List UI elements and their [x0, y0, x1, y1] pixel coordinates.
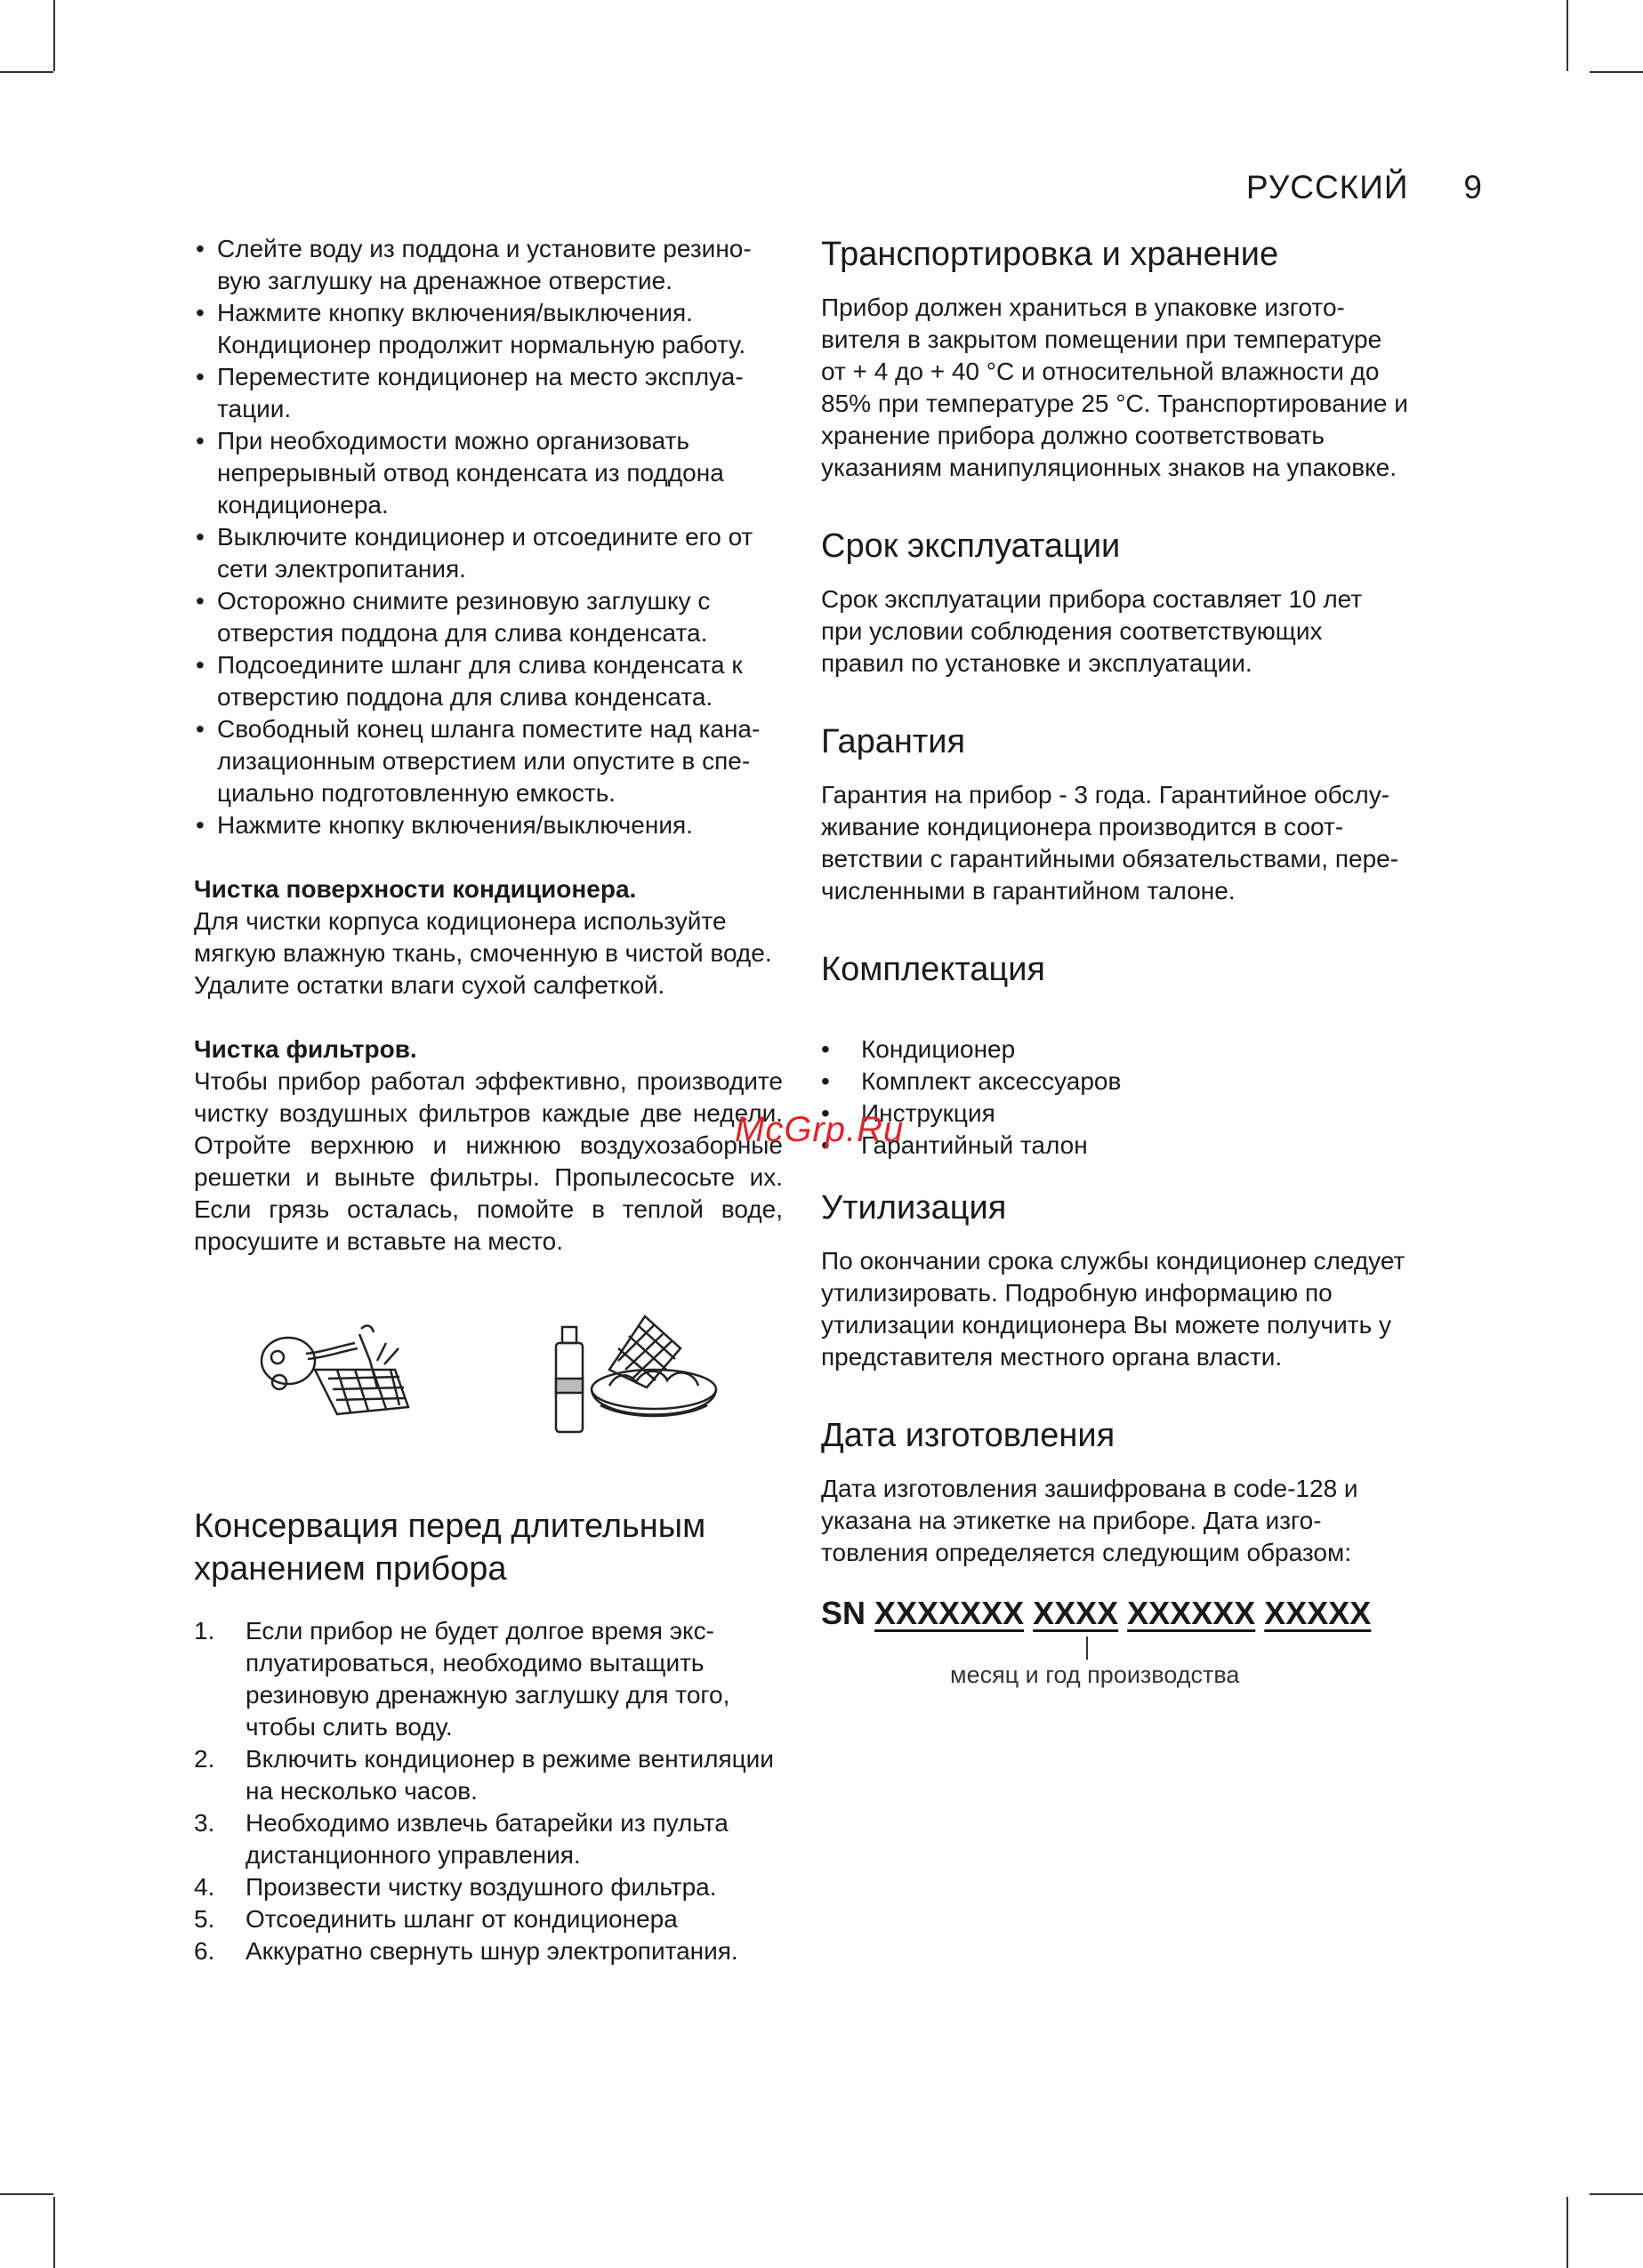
crop-mark — [1590, 71, 1643, 73]
list-item: 1. Если прибор не будет долгое время эксплуатироваться, необходимо вытащить резиновую дренажную заглушку для того, чтобы слить воду. — [194, 1617, 730, 1741]
procedure-list — [194, 233, 783, 841]
sn-pointer-line — [1086, 1637, 1088, 1660]
list-item: • Осторожно снимите резиновую заглушку с отверстия поддона для слива конденсата. — [194, 585, 783, 649]
crop-mark — [53, 0, 55, 71]
list-item: 5. Отсоединить шланг от кондиционера — [194, 1905, 678, 1933]
language-label: РУССКИЙ — [1245, 169, 1409, 205]
surface-cleaning-text: Для чистки корпуса кодиционера используйте мягкую влажную ткань, смоченную в чистой воде. Удалите остатки влаги сухой салфеткой. — [194, 907, 772, 999]
list-item: • Нажмите кнопку включения/выключения. — [194, 809, 783, 841]
left-column — [194, 233, 783, 1967]
lifetime-text: Срок эксплуатации прибора составляет 10 лет при условии соблюдения соответствующих правил по установке и эксплуатации. — [821, 585, 1363, 677]
serial-number-diagram — [821, 1596, 1408, 1693]
package-list — [821, 1033, 1408, 1162]
crop-mark — [0, 2193, 53, 2195]
disposal-text: По окончании срока службы кондиционер следует утилизировать. Подробную информацию по утилизации кондиционера Вы можете получить у представителя местного органа власти. — [821, 1247, 1405, 1371]
crop-mark — [1590, 2193, 1643, 2195]
filter-cleaning-title: Чистка фильтров. — [194, 1035, 417, 1063]
list-item: • Свободный конец шланга поместите над канализационным отверстием или опустите в специально подготовленную емкость. — [194, 713, 783, 809]
list-item: • Нажмите кнопку включения/выключения. Кондиционер продолжит нормальную работу. — [194, 297, 783, 361]
list-item: • Комплект аксессуаров — [821, 1066, 1408, 1098]
vacuum-cleaner-illustration — [253, 1307, 431, 1432]
list-item: 4. Произвести чистку воздушного фильтра. — [194, 1873, 717, 1901]
list-item: • Подсоедините шланг для слива конденсата к отверстию поддона для слива конденсата. — [194, 649, 783, 713]
lifetime-title: Срок эксплуатации — [821, 527, 1121, 565]
crop-mark — [1566, 0, 1568, 71]
sn-part: XXXX — [1033, 1595, 1119, 1631]
list-item: • Кондиционер — [821, 1033, 1408, 1066]
crop-mark — [1566, 2197, 1568, 2268]
sn-caption: месяц и год производства — [950, 1661, 1240, 1688]
manufacture-date-title: Дата изготовления — [821, 1417, 1115, 1454]
manufacture-date-text: Дата изготовления зашифрована в code-128 и указана на этикетке на приборе. Дата изготовления определяется следующим образом: — [821, 1475, 1358, 1566]
washing-filter-illustration — [547, 1307, 725, 1441]
crop-mark — [53, 2197, 55, 2268]
warranty-title: Гарантия — [821, 723, 966, 760]
disposal-title: Утилизация — [821, 1189, 1007, 1226]
crop-mark — [0, 71, 53, 73]
transport-text: Прибор должен храниться в упаковке изготовителя в закрытом помещении при температуре от + 4 до + 40 °C и относительной влажности до 85% при температуре 25 °C. Транспортирование и хранение прибора должно соответствовать указаниям манипуляционных знаков на упаковке. — [821, 294, 1408, 481]
list-item: • При необходимости можно организовать непрерывный отвод конденсата из поддона кондиционера. — [194, 425, 783, 521]
list-item: 6. Аккуратно свернуть шнур электропитания. — [194, 1937, 738, 1965]
list-item: 2. Включить кондиционер в режиме вентиляции на несколько часов. — [194, 1745, 774, 1805]
page-header — [1246, 169, 1483, 206]
storage-steps — [194, 1615, 783, 1967]
list-item: • Гарантийный талон — [821, 1130, 1408, 1162]
transport-title: Транспортировка и хранение — [821, 236, 1279, 273]
sn-prefix: SN — [821, 1595, 866, 1631]
package-title: Комплектация — [821, 951, 1046, 988]
page-number: 9 — [1463, 169, 1483, 205]
list-item: • Переместите кондиционер на место эксплуатации. — [194, 361, 783, 425]
list-item: • Выключите кондиционер и отсоедините его от сети электропитания. — [194, 521, 783, 585]
filter-cleaning-text: Чтобы прибор работал эффективно, производите чистку воздушных фильтров каждые две недели. Отройте верхнюю и нижнюю воздухозаборные решетки и выньте фильтры. Пропылесосьте их. Если грязь осталась, помойте в теплой воде, просушите и вставьте на место. — [194, 1067, 783, 1255]
list-item: 3. Необходимо извлечь батарейки из пульта дистанционного управления. — [194, 1809, 729, 1869]
list-item: • Слейте воду из поддона и установите резиновую заглушку на дренажное отверстие. — [194, 233, 783, 297]
illustrations — [194, 1307, 783, 1441]
storage-section-title: Консервация перед длительным хранением прибора — [194, 1508, 706, 1588]
sn-part: XXXXXXX — [874, 1595, 1025, 1631]
sn-part: XXXXX — [1264, 1595, 1372, 1631]
warranty-text: Гарантия на прибор - 3 года. Гарантийное обслуживание кондиционера производится в соответствии с гарантийными обязательствами, перечисленными в гарантийном талоне. — [821, 781, 1399, 905]
right-column — [821, 233, 1408, 1693]
surface-cleaning-title: Чистка поверхности кондиционера. — [194, 875, 637, 903]
watermark: McGrp.Ru — [735, 1110, 905, 1149]
sn-part: XXXXXX — [1127, 1595, 1256, 1631]
list-item: • Инструкция — [821, 1098, 1408, 1130]
